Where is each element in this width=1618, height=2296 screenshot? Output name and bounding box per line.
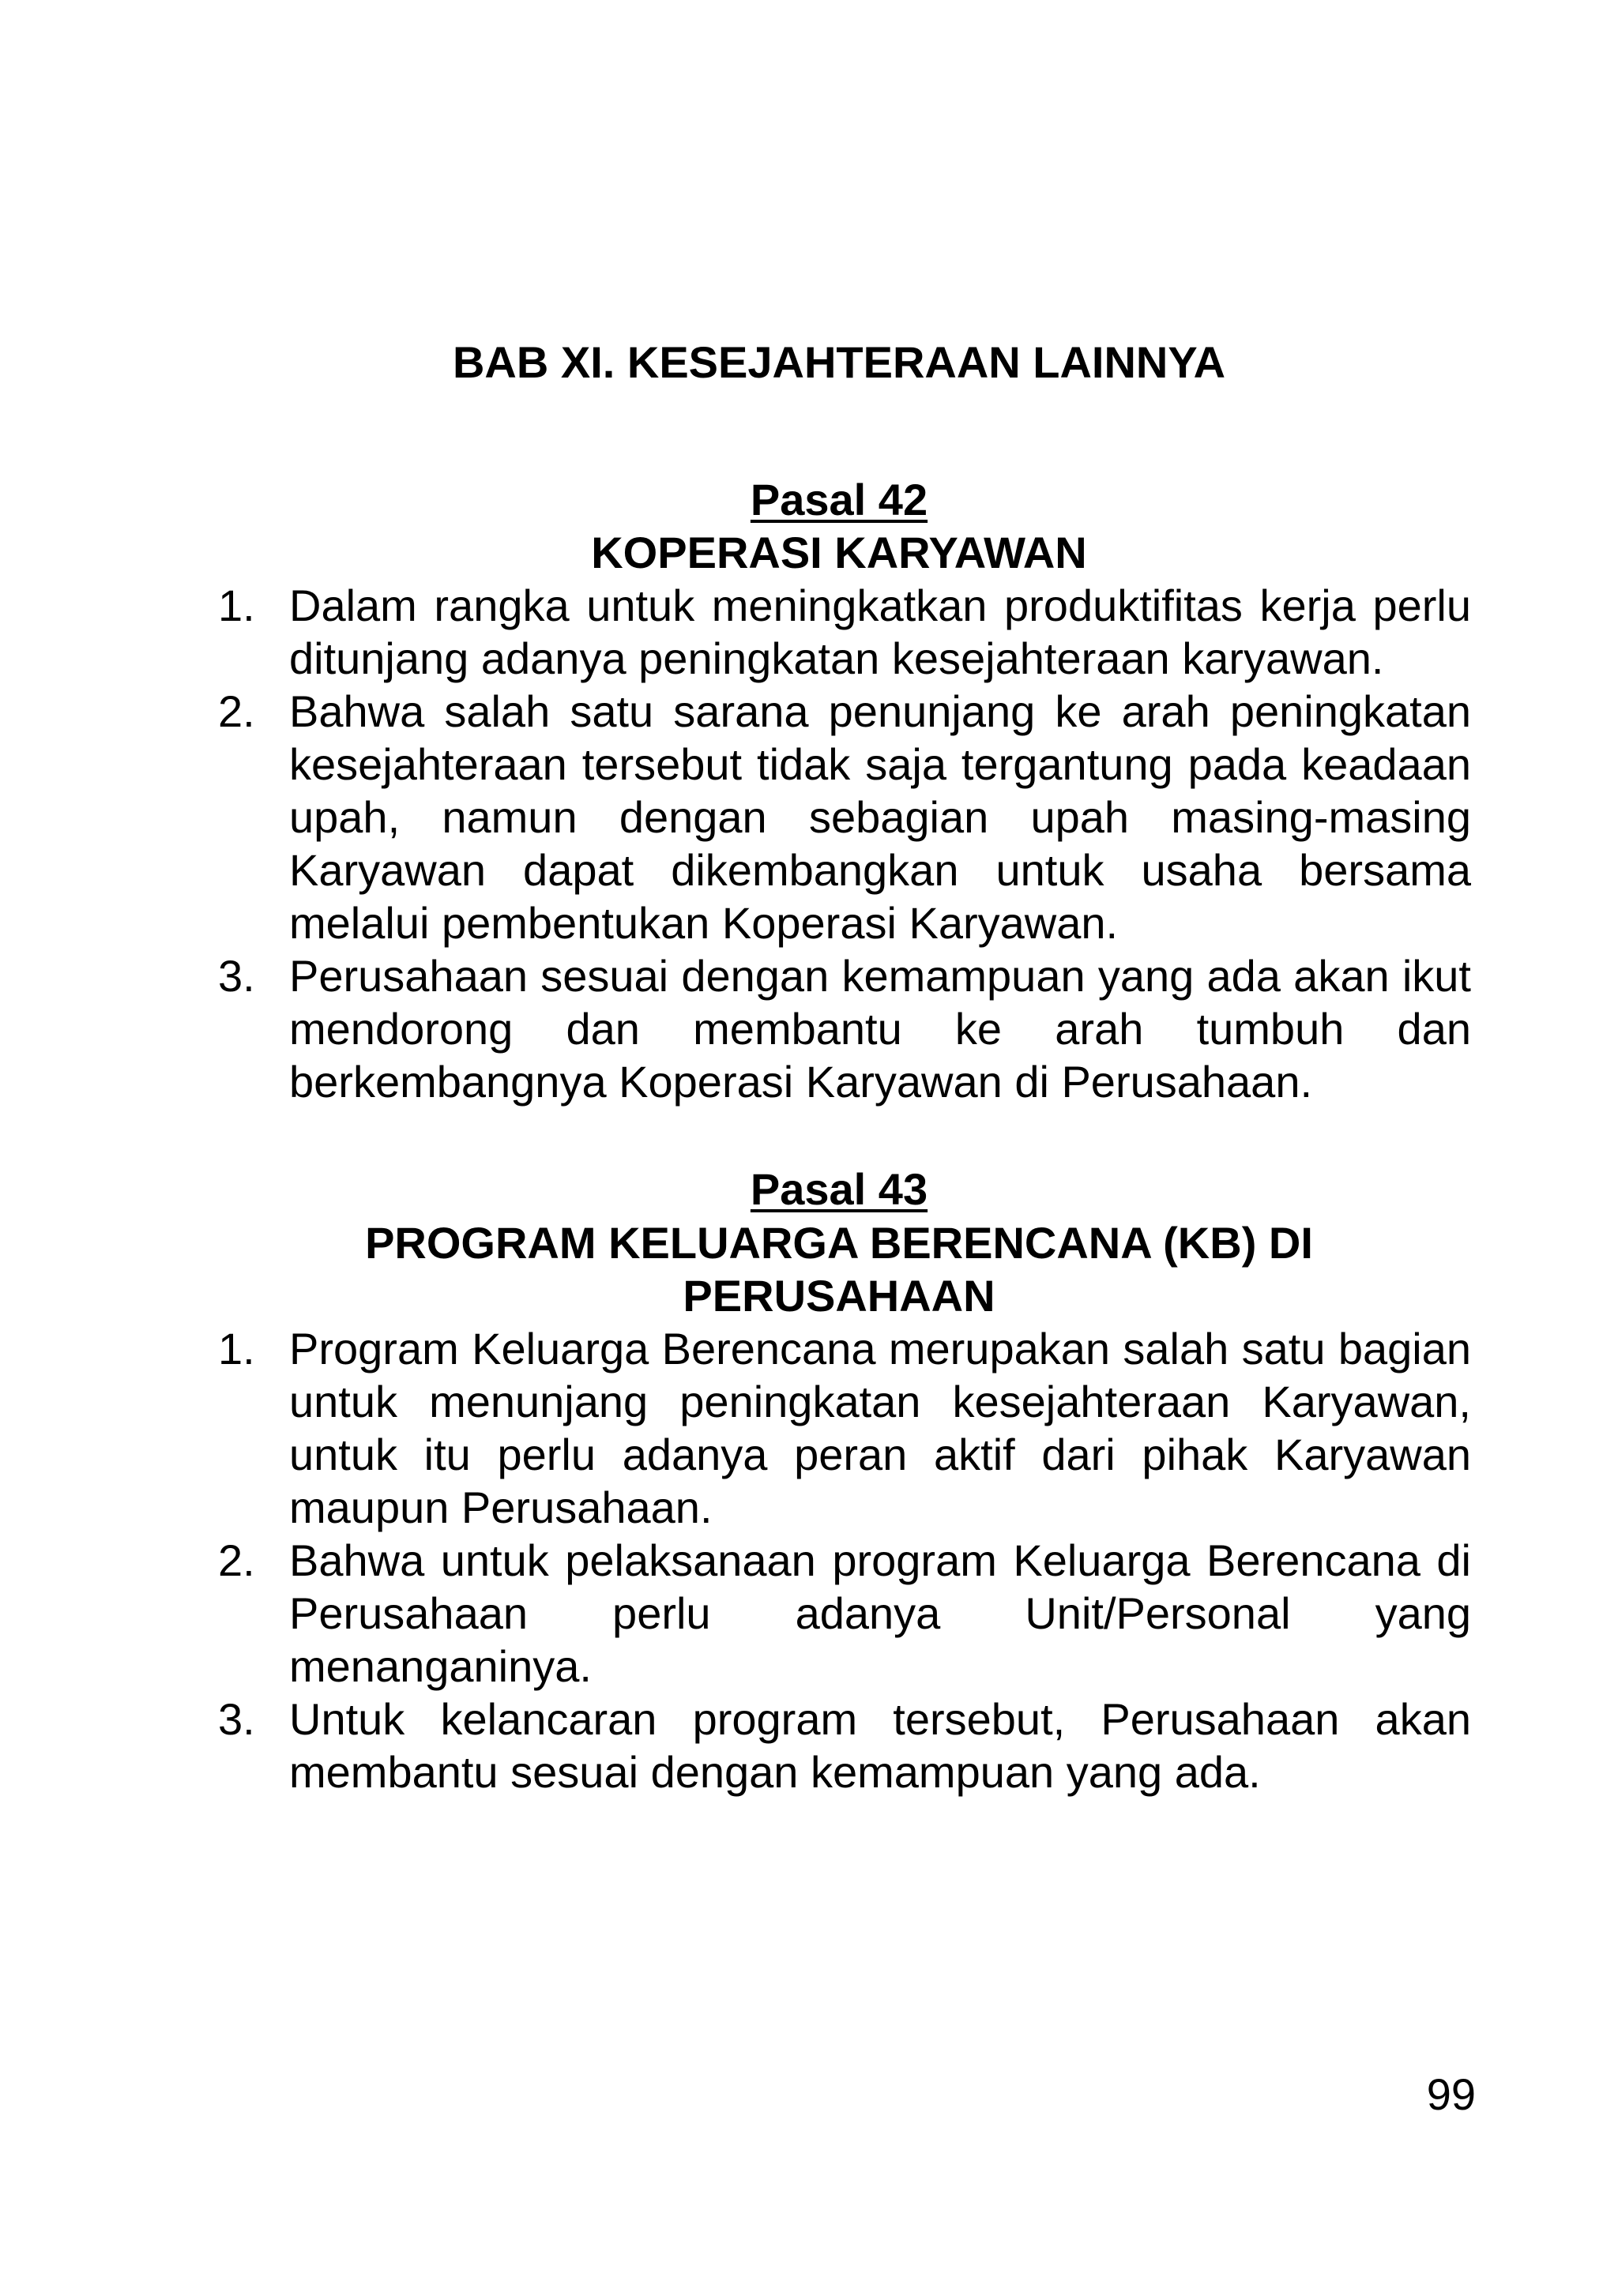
point-text: Bahwa untuk pelaksanaan program Keluarga Berencana di Perusahaan perlu adanya Unit/Personal yang menanganinya.: [289, 1535, 1471, 1691]
point-text: Dalam rangka untuk meningkatkan produktifitas kerja perlu ditunjang adanya peningkatan kesejahteraan karyawan.: [289, 581, 1471, 684]
point-number: 2.: [218, 686, 255, 737]
point-number: 3.: [218, 951, 255, 1001]
article-43: [207, 1163, 1471, 1798]
article-number: Pasal 42: [750, 475, 928, 525]
point-text: Untuk kelancaran program tersebut, Perusahaan akan membantu sesuai dengan kemampuan yang ada.: [289, 1693, 1471, 1797]
list-item: [207, 1693, 1471, 1798]
list-item: [207, 949, 1471, 1108]
point-number: 3.: [218, 1693, 255, 1744]
list-item: [207, 1534, 1471, 1693]
article-title: KOPERASI KARYAWAN: [591, 528, 1087, 578]
article-42: [207, 474, 1471, 1108]
point-number: 1.: [218, 1323, 255, 1373]
article-points: [207, 579, 1471, 1108]
point-number: 2.: [218, 1535, 255, 1585]
point-text: Perusahaan sesuai dengan kemampuan yang ada akan ikut mendorong dan membantu ke arah tumbuh dan berkembangnya Koperasi Karyawan di Perusahaan.: [289, 951, 1471, 1107]
point-number: 1.: [218, 581, 255, 631]
article-number: Pasal 43: [750, 1164, 928, 1215]
article-points: [207, 1322, 1471, 1798]
article-title: PROGRAM KELUARGA BERENCANA (KB) DI PERUSAHAAN: [365, 1217, 1313, 1321]
point-text: Bahwa salah satu sarana penunjang ke arah peningkatan kesejahteraan tersebut tidak saja tergantung pada keadaan upah, namun dengan sebagian upah masing-masing Karyawan dapat dikembangkan untuk usaha bersama melalui pembentukan Koperasi Karyawan.: [289, 686, 1471, 949]
chapter-title: BAB XI. KESEJAHTERAAN LAINNYA: [452, 337, 1226, 387]
page-content: [207, 336, 1471, 1798]
list-item: [207, 685, 1471, 949]
page-number: 99: [1426, 2069, 1476, 2119]
list-item: [207, 579, 1471, 685]
list-item: [207, 1322, 1471, 1534]
point-text: Program Keluarga Berencana merupakan salah satu bagian untuk menunjang peningkatan kesejahteraan Karyawan, untuk itu perlu adanya peran aktif dari pihak Karyawan maupun Perusahaan.: [289, 1323, 1471, 1532]
